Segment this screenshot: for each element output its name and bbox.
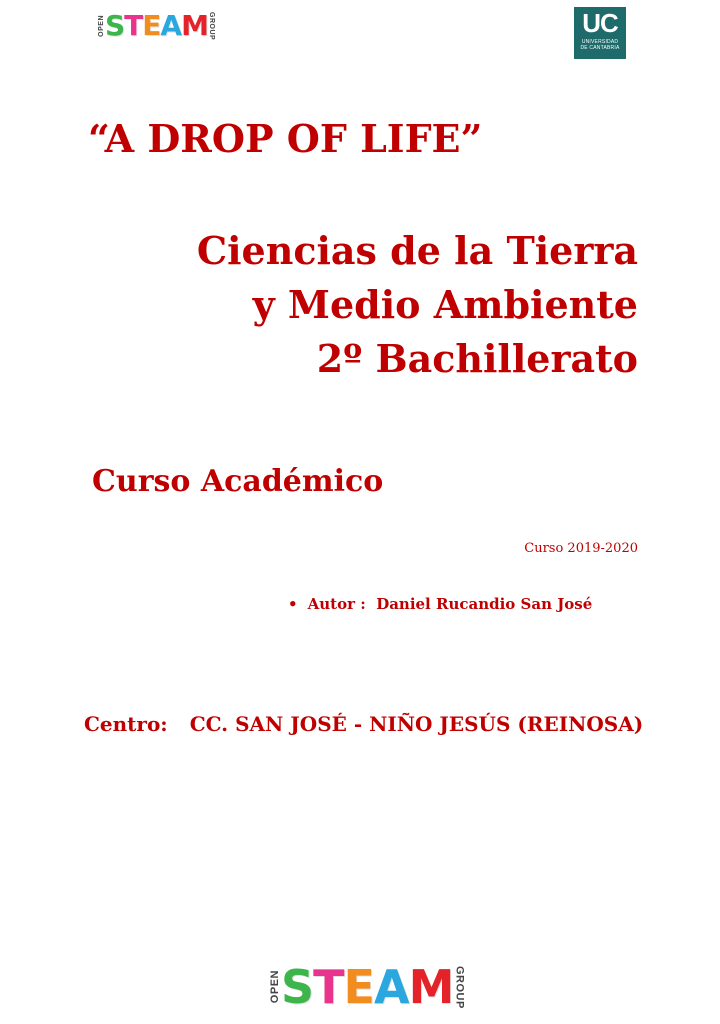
logo-letter-s: S <box>105 9 125 43</box>
subject-line-3: 2º Bachillerato <box>316 336 638 381</box>
author-line <box>288 595 592 613</box>
universidad-cantabria-logo <box>574 7 626 59</box>
logo-letter-s: S <box>281 960 314 1014</box>
course-heading: Curso Académico <box>92 464 384 499</box>
logo-open-text: OPEN <box>98 15 105 37</box>
logo-letter-a: A <box>160 9 182 43</box>
logo-letter-e: E <box>343 960 374 1014</box>
center-value: CC. SAN JOSÉ - NIÑO JESÚS (REINOSA) <box>189 712 644 736</box>
logo-steam-word <box>281 960 454 1014</box>
document-title: “A DROP OF LIFE” <box>88 116 483 161</box>
course-year: Curso 2019-2020 <box>524 541 638 556</box>
uc-line-2: DE CANTABRIA <box>580 45 620 51</box>
logo-letter-t: T <box>124 9 143 43</box>
logo-steam-word <box>105 9 208 43</box>
bullet-icon: • <box>288 595 298 613</box>
center-line <box>84 712 643 736</box>
subject-block <box>197 224 638 386</box>
logo-open-text: OPEN <box>269 970 281 1004</box>
author-label: Autor : <box>307 595 366 613</box>
logo-letter-e: E <box>142 9 161 43</box>
logo-letter-m: M <box>181 9 208 43</box>
uc-mark: UC <box>582 8 618 38</box>
center-label: Centro: <box>84 712 168 736</box>
uc-line-1: UNIVERSIDAD <box>581 39 619 45</box>
logo-letter-t: T <box>313 960 344 1014</box>
subject-line-2: y Medio Ambiente <box>252 282 638 327</box>
open-steam-logo-top <box>98 9 215 43</box>
logo-group-text: GROUP <box>207 12 215 41</box>
logo-group-text: GROUP <box>453 965 466 1009</box>
open-steam-logo-bottom <box>269 960 466 1014</box>
logo-letter-m: M <box>408 960 454 1014</box>
subject-line-1: Ciencias de la Tierra <box>196 228 638 273</box>
author-name: Daniel Rucandio San José <box>376 595 593 613</box>
logo-letter-a: A <box>373 960 409 1014</box>
